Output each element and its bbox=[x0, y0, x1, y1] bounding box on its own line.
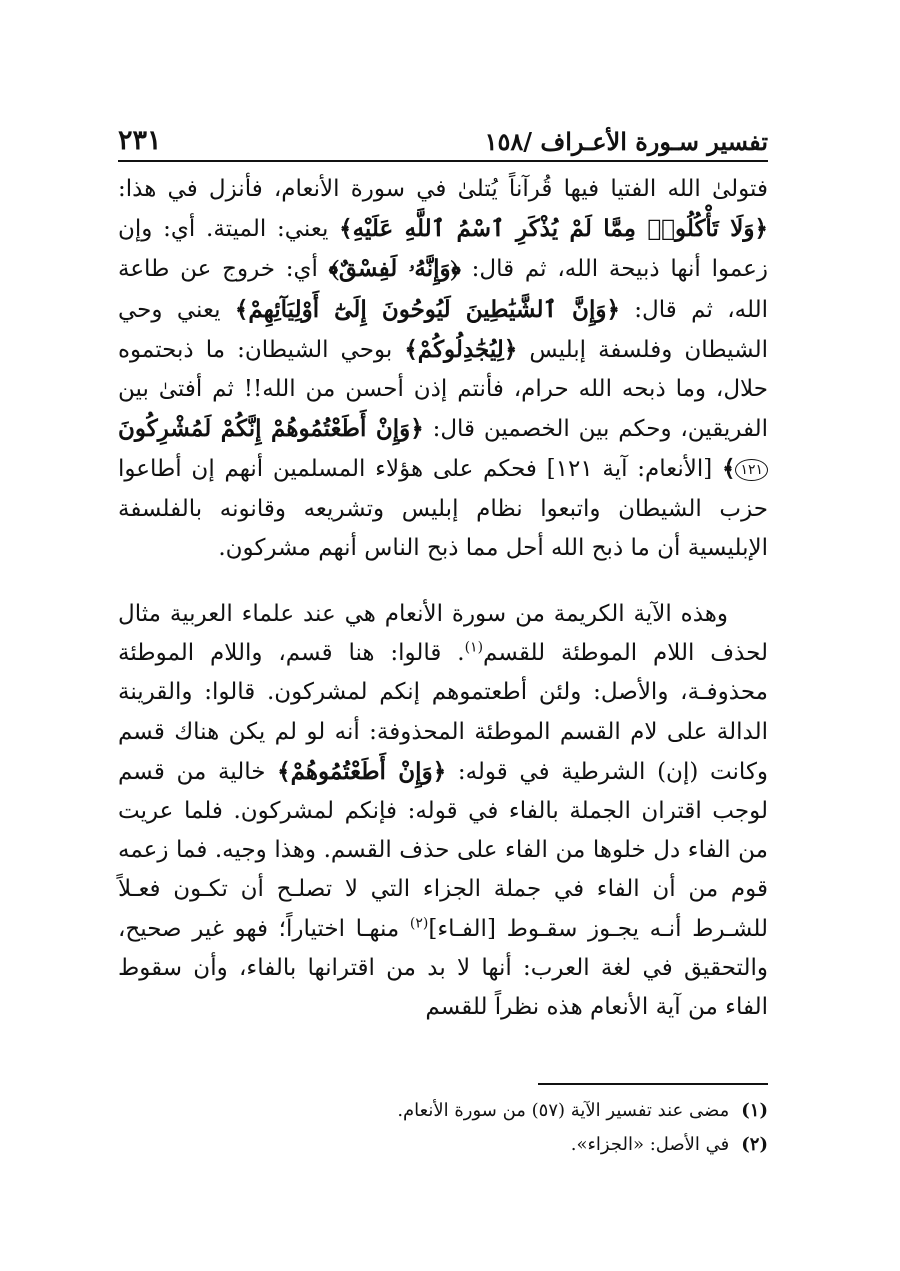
footnote-reference: (٢) bbox=[409, 915, 429, 931]
footnotes bbox=[118, 1094, 768, 1162]
footnote-rule bbox=[538, 1083, 768, 1085]
paragraph bbox=[118, 170, 768, 568]
body-text-run: منهـا اختياراً؛ فهو غير صحيح، والتحقيق في لغة العرب: أنها لا بد من اقترانها بالفاء، وأن سقوط الفاء من آية الأنعام هذه نظراً للقسم bbox=[118, 915, 768, 1021]
ornate-brace-close: ﴾ bbox=[234, 295, 249, 323]
footnote-number: (٢) bbox=[741, 1134, 768, 1155]
body-text bbox=[118, 170, 768, 1027]
ornate-brace-close: ﴾ bbox=[721, 455, 736, 483]
ornate-brace-close: ﴾ bbox=[404, 335, 418, 363]
ornate-brace-close: ﴾ bbox=[328, 255, 339, 283]
ornate-brace-close: ﴾ bbox=[339, 215, 353, 243]
running-title: تفسير سـورة الأعـراف /١٥٨ bbox=[484, 127, 768, 156]
body-text-run: يعني وحي الشيطان وفلسفة إبليس bbox=[118, 296, 768, 363]
quran-quote bbox=[277, 759, 446, 785]
quran-text: وَلَا تَأْكُلُوا۟ مِمَّا لَمْ يُذْكَرِ ٱسْمُ ٱللَّهِ عَلَيْهِ bbox=[352, 215, 755, 243]
quran-text: وَإِنْ أَطَعْتُمُوهُمْ إِنَّكُمْ لَمُشْرِكُونَ bbox=[118, 415, 411, 443]
ornate-brace-open: ﴿ bbox=[410, 415, 424, 443]
footnote-reference: (١) bbox=[464, 639, 484, 656]
ornate-brace-open: ﴿ bbox=[450, 255, 461, 283]
footnote-text: مضى عند تفسير الآية (٥٧) من سورة الأنعام. bbox=[397, 1100, 730, 1121]
body-text-run: فتولىٰ الله الفتيا فيها قُرآناً يُتلىٰ في سورة الأنعام، فأنزل في هذا: bbox=[118, 176, 768, 202]
body-text-run: وهذه الآية الكريمة من سورة الأنعام هي عند علماء العربية مثال لحذف اللام الموطئة للقسم bbox=[118, 601, 768, 667]
quran-quote bbox=[339, 216, 768, 242]
body-text-run: خالية من قسم لوجب اقتران الجملة بالفاء في قوله: فإنكم لمشركون. فلما عريت من الفاء دل خلوها من الفاء على حذف القسم. وهذا وجيه. فما زعمه قوم من أن الفاء في جملة الجزاء التي لا تصلـح أن تكـون فعـلاً للشـرط أنـه يجـوز سقـوط [الفـاء] bbox=[118, 758, 768, 942]
quran-quote bbox=[235, 297, 620, 323]
quran-quote bbox=[329, 256, 461, 282]
quran-text: وَإِنَّهُۥ لَفِسْقٌ bbox=[338, 255, 451, 283]
footnote-1 bbox=[118, 1094, 768, 1128]
page-header bbox=[118, 112, 768, 156]
body-text-run: بوحي الشيطان: ما ذبحتموه حلال، وما ذبحه الله حرام، فأنتم إذن أحسن من الله!! ثم أفتىٰ بين الفريقين، وحكم بين الخصمين قال: bbox=[118, 336, 768, 443]
quran-quote bbox=[404, 337, 517, 363]
body-text-run: [الأنعام: آية ١٢١] فحكم على هؤلاء المسلمين أنهم إن أطاعوا حزب الشيطان واتبعوا نظام إبليس وتشريعه وقانونه بالفلسفة الإبليسية أن ما ذبح الله أحل مما ذبح الناس أنهم مشركون. bbox=[118, 456, 768, 561]
ayah-number-mark: ١٢١ bbox=[735, 459, 768, 481]
ornate-brace-open: ﴿ bbox=[503, 335, 518, 363]
header-rule bbox=[118, 160, 768, 162]
quran-text: لِيُجَٰدِلُوكُمْ bbox=[417, 335, 504, 363]
ornate-brace-open: ﴿ bbox=[432, 757, 447, 785]
page-number: ٢٣١ bbox=[118, 125, 162, 156]
ornate-brace-close: ﴾ bbox=[277, 757, 291, 785]
footnote-number: (١) bbox=[741, 1100, 768, 1121]
ornate-brace-open: ﴿ bbox=[606, 295, 620, 323]
ornate-brace-open: ﴿ bbox=[754, 215, 768, 243]
footnote-text: في الأصل: «الجزاء». bbox=[570, 1134, 730, 1155]
body-text-run: يعني: الميتة. أي: وإن زعموا أنها ذبيحة الله، ثم قال: bbox=[118, 216, 768, 283]
body-text-run: . قالوا: هنا قسم، واللام الموطئة محذوفـة، والأصل: ولئن أطعتموهم إنكم لمشركون. قالوا: والقرينة الدالة على لام القسم الموطئة المحذوفة: أنه لو لم يكن هناك قسم وكانت (إن) الشرطية في قوله: bbox=[118, 640, 769, 785]
footnote-2 bbox=[118, 1128, 768, 1162]
quran-text: وَإِنَّ ٱلشَّيَٰطِينَ لَيُوحُونَ إِلَىٰٓ أَوْلِيَآئِهِمْ bbox=[248, 295, 607, 323]
quran-text: وَإِنْ أَطَعْتُمُوهُمْ bbox=[290, 757, 433, 785]
body-text-run: أي: خروج عن طاعة الله، ثم قال: bbox=[118, 256, 768, 323]
paragraph bbox=[118, 595, 768, 1027]
